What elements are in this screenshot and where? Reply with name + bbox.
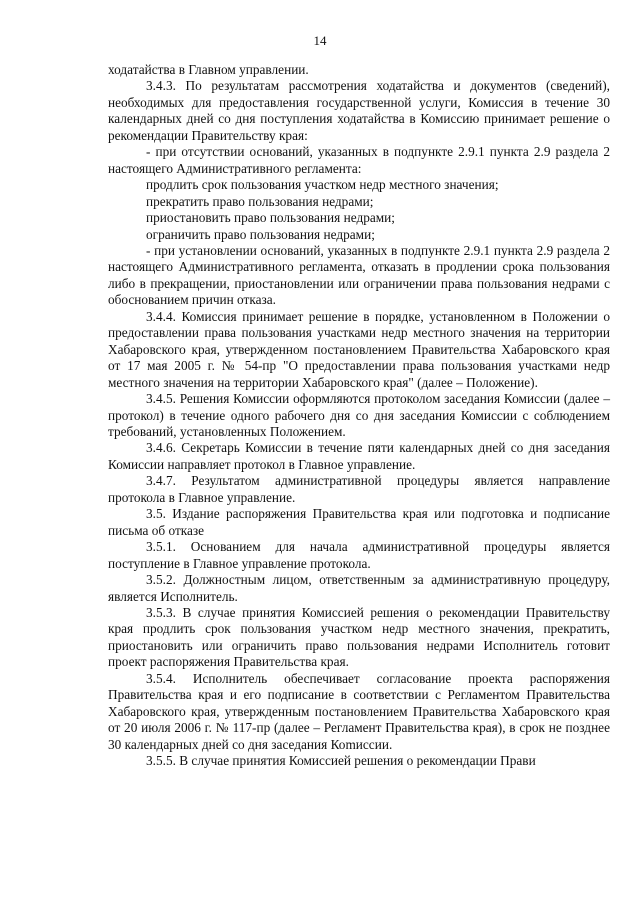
paragraph-grounds-found: - при установлении оснований, указанных в подпункте 2.9.1 пункта 2.9 раздела 2 настоящего Административного регламента, отказать в продлении срока пользования либо в прекращении, приостановлении или ограничении права пользования недрами с обоснованием причин отказа. <box>108 242 610 308</box>
paragraph-3-4-6: 3.4.6. Секретарь Комиссии в течение пяти календарных дней со дня заседания Комиссии направляет протокол в Главное управление. <box>108 440 610 472</box>
list-item-suspend: приостановить право пользования недрами; <box>146 210 395 226</box>
paragraph-3-5-4: 3.5.4. Исполнитель обеспечивает согласование проекта распоряжения Правительства края и его подписание в соответствии с Регламентом Правительства Хабаровского края, утвержденным постановлением Правительства Хабаровского края от 20 июля 2006 г. № 117-пр (далее – Регламент Правительства края), в срок не позднее 30 календарных дней со дня заседания Коmиссии. <box>108 670 610 752</box>
paragraph-no-grounds: - при отсутствии оснований, указанных в подпункте 2.9.1 пункта 2.9 раздела 2 настоящего Административного регламента: <box>108 144 610 176</box>
document-body <box>108 62 610 769</box>
section-heading-3-5: 3.5. Издание распоряжения Правительства края или подготовка и подписание письма об отказе <box>108 506 610 538</box>
paragraph-3-5-2: 3.5.2. Должностным лицом, ответственным за административную процедуру, является Исполнитель. <box>108 572 610 604</box>
list-item-limit: ограничить право пользования недрами; <box>146 226 375 242</box>
list-item-terminate: прекратить право пользования недрами; <box>146 193 374 209</box>
page-number: 14 <box>313 33 327 48</box>
paragraph-3-5-3: 3.5.3. В случае принятия Комиссией решения о рекомендации Правительству края продлить срок пользования участком недр местного значения, прекратить, приостановить или ограничить право пользования недрами Исполнитель готовит проект распоряжения Правительства края. <box>108 604 610 670</box>
paragraph-3-4-3: 3.4.3. По результатам рассмотрения ходатайства и документов (сведений), необходимых для предоставления государственной услуги, Комиссия в течение 30 календарных дней со дня поступления ходатайства в Комиссию принимает решение о рекомендации Правительству края: <box>108 78 610 143</box>
paragraph-3-5-5: 3.5.5. В случае принятия Комиссией решения о рекомендации Прави <box>146 753 536 769</box>
list-item-extend: продлить срок пользования участком недр местного значения; <box>146 177 499 193</box>
paragraph-3-4-4: 3.4.4. Комиссия принимает решение в порядке, установленном в Положении о предоставлении права пользования участками недр местного значения на территории Хабаровского края, утвержденном постановлением Правительства Хабаровского края от 17 мая 2005 г. № 54-пр "О предоставлении права пользования участками недр местного значения на территории Хабаровского края" (далее – Положение). <box>108 308 610 390</box>
paragraph-continuation: ходатайства в Главном управлении. <box>108 62 309 77</box>
paragraph-3-4-5: 3.4.5. Решения Комиссии оформляются протоколом заседания Комиссии (далее – протокол) в течение одного рабочего дня со дня заседания Комиссии с соблюдением требований, установленных Положением. <box>108 391 610 439</box>
paragraph-3-4-7: 3.4.7. Результатом административной процедуры является направление протокола в Главное управление. <box>108 473 610 505</box>
paragraph-3-5-1: 3.5.1. Основанием для начала административной процедуры является поступление в Главное управление протокола. <box>108 539 610 571</box>
